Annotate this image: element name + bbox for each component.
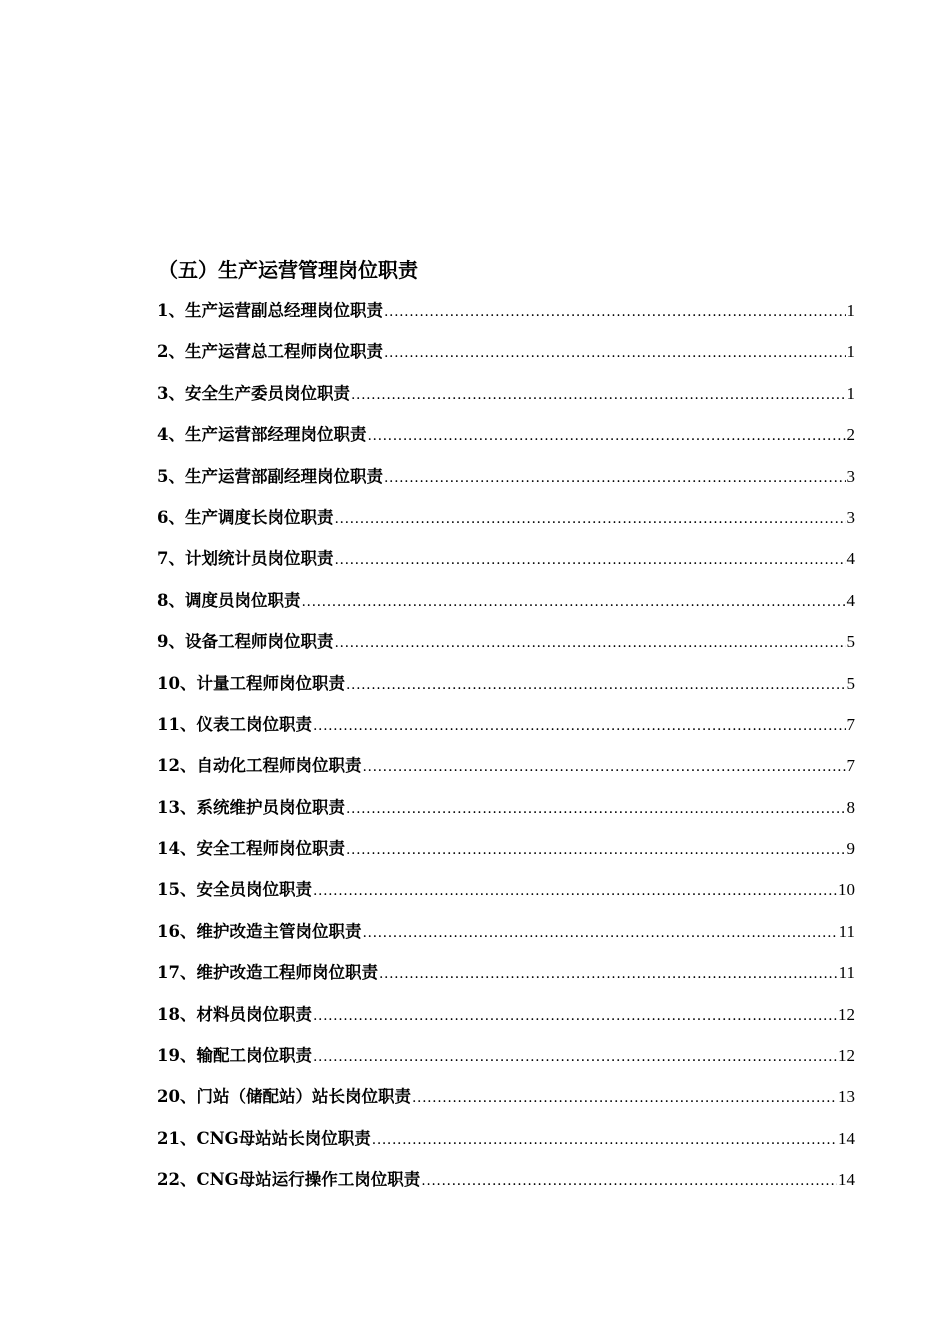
toc-entry-title: 18、材料员岗位职责	[157, 1004, 312, 1024]
toc-leader-dots	[384, 461, 846, 495]
toc-leader-dots	[384, 295, 846, 329]
toc-page-number: 3	[846, 507, 855, 527]
toc-leader-dots	[313, 1040, 837, 1074]
toc-page-number: 2	[846, 425, 855, 445]
toc-entry[interactable]	[157, 873, 855, 914]
toc-entry[interactable]	[157, 294, 855, 335]
toc-page-number: 7	[846, 714, 855, 734]
toc-entry[interactable]	[157, 832, 855, 873]
toc-entry[interactable]	[157, 335, 855, 376]
toc-entry-title: 6、生产调度长岗位职责	[157, 507, 334, 527]
toc-entry-title: 22、CNG母站运行操作工岗位职责	[157, 1170, 421, 1190]
toc-leader-dots	[362, 916, 837, 950]
toc-leader-dots	[313, 874, 837, 908]
toc-entry[interactable]	[157, 584, 855, 625]
toc-page-number: 1	[846, 342, 855, 362]
toc-entry[interactable]	[157, 460, 855, 501]
toc-leader-dots	[301, 585, 845, 619]
toc-entry[interactable]	[157, 998, 855, 1039]
toc-entry[interactable]	[157, 749, 855, 790]
toc-entry-title: 21、CNG母站站长岗位职责	[157, 1128, 371, 1148]
toc-entry-title: 20、门站（储配站）站长岗位职责	[157, 1087, 411, 1107]
toc-entry[interactable]	[157, 542, 855, 583]
toc-page-number: 12	[838, 1046, 855, 1066]
toc-entry[interactable]	[157, 915, 855, 956]
toc-entry[interactable]	[157, 1122, 855, 1163]
toc-entry-title: 9、设备工程师岗位职责	[157, 632, 334, 652]
toc-entry[interactable]	[157, 418, 855, 459]
toc-page-number: 1	[846, 301, 855, 320]
toc-entry-title: 14、安全工程师岗位职责	[157, 839, 345, 859]
toc-entry-title: 4、生产运营部经理岗位职责	[157, 425, 367, 445]
toc-entry-title: 3、安全生产委员岗位职责	[157, 383, 350, 403]
toc-entry-title: 10、计量工程师岗位职责	[157, 673, 345, 693]
toc-leader-dots	[379, 957, 838, 991]
toc-page-number: 10	[838, 880, 855, 900]
toc-leader-dots	[346, 668, 846, 702]
toc-leader-dots	[351, 378, 846, 412]
toc-entry[interactable]	[157, 708, 855, 749]
toc-leader-dots	[412, 1081, 837, 1115]
toc-page-number: 11	[838, 963, 855, 983]
toc-leader-dots	[346, 833, 846, 867]
toc-page-number: 13	[838, 1087, 855, 1107]
toc-entry-title: 8、调度员岗位职责	[157, 590, 301, 610]
toc-leader-dots	[346, 792, 846, 826]
toc-page-number: 1	[846, 383, 855, 403]
toc-entry[interactable]	[157, 625, 855, 666]
toc-entry-title: 7、计划统计员岗位职责	[157, 549, 334, 569]
toc-page-number: 14	[838, 1170, 855, 1190]
toc-leader-dots	[362, 750, 845, 784]
toc-leader-dots	[334, 502, 845, 536]
toc-page-number: 5	[846, 673, 855, 693]
table-of-contents	[157, 294, 855, 1205]
toc-entry-title: 5、生产运营部副经理岗位职责	[157, 466, 383, 486]
toc-leader-dots	[367, 419, 845, 453]
toc-entry-title: 1、生产运营副总经理岗位职责	[157, 301, 383, 320]
toc-leader-dots	[334, 543, 845, 577]
toc-leader-dots	[313, 709, 846, 743]
toc-entry-title: 17、维护改造工程师岗位职责	[157, 963, 378, 983]
toc-leader-dots	[421, 1164, 837, 1198]
toc-entry-title: 15、安全员岗位职责	[157, 880, 312, 900]
section-heading: （五）生产运营管理岗位职责	[158, 258, 418, 282]
toc-page-number: 9	[846, 839, 855, 859]
toc-page-number: 4	[846, 590, 855, 610]
toc-page-number: 12	[838, 1004, 855, 1024]
toc-entry-title: 16、维护改造主管岗位职责	[157, 921, 362, 941]
toc-entry[interactable]	[157, 1080, 855, 1121]
toc-entry[interactable]	[157, 377, 855, 418]
toc-entry-title: 13、系统维护员岗位职责	[157, 797, 345, 817]
toc-entry-title: 11、仪表工岗位职责	[157, 714, 312, 734]
toc-entry[interactable]	[157, 1039, 855, 1080]
toc-leader-dots	[334, 626, 845, 660]
toc-entry[interactable]	[157, 956, 855, 997]
toc-entry-title: 12、自动化工程师岗位职责	[157, 756, 362, 776]
toc-entry[interactable]	[157, 501, 855, 542]
toc-entry-title: 2、生产运营总工程师岗位职责	[157, 342, 383, 362]
toc-entry[interactable]	[157, 1163, 855, 1204]
toc-page-number: 14	[838, 1128, 855, 1148]
toc-page-number: 5	[846, 632, 855, 652]
toc-leader-dots	[313, 999, 837, 1033]
toc-page-number: 7	[846, 756, 855, 776]
toc-page-number: 3	[846, 466, 855, 486]
toc-entry-title: 19、输配工岗位职责	[157, 1046, 312, 1066]
toc-page-number: 4	[846, 549, 855, 569]
toc-page-number: 8	[846, 797, 855, 817]
toc-entry[interactable]	[157, 667, 855, 708]
toc-page-number: 11	[838, 921, 855, 941]
toc-leader-dots	[384, 336, 846, 370]
toc-leader-dots	[372, 1123, 837, 1157]
toc-entry[interactable]	[157, 791, 855, 832]
